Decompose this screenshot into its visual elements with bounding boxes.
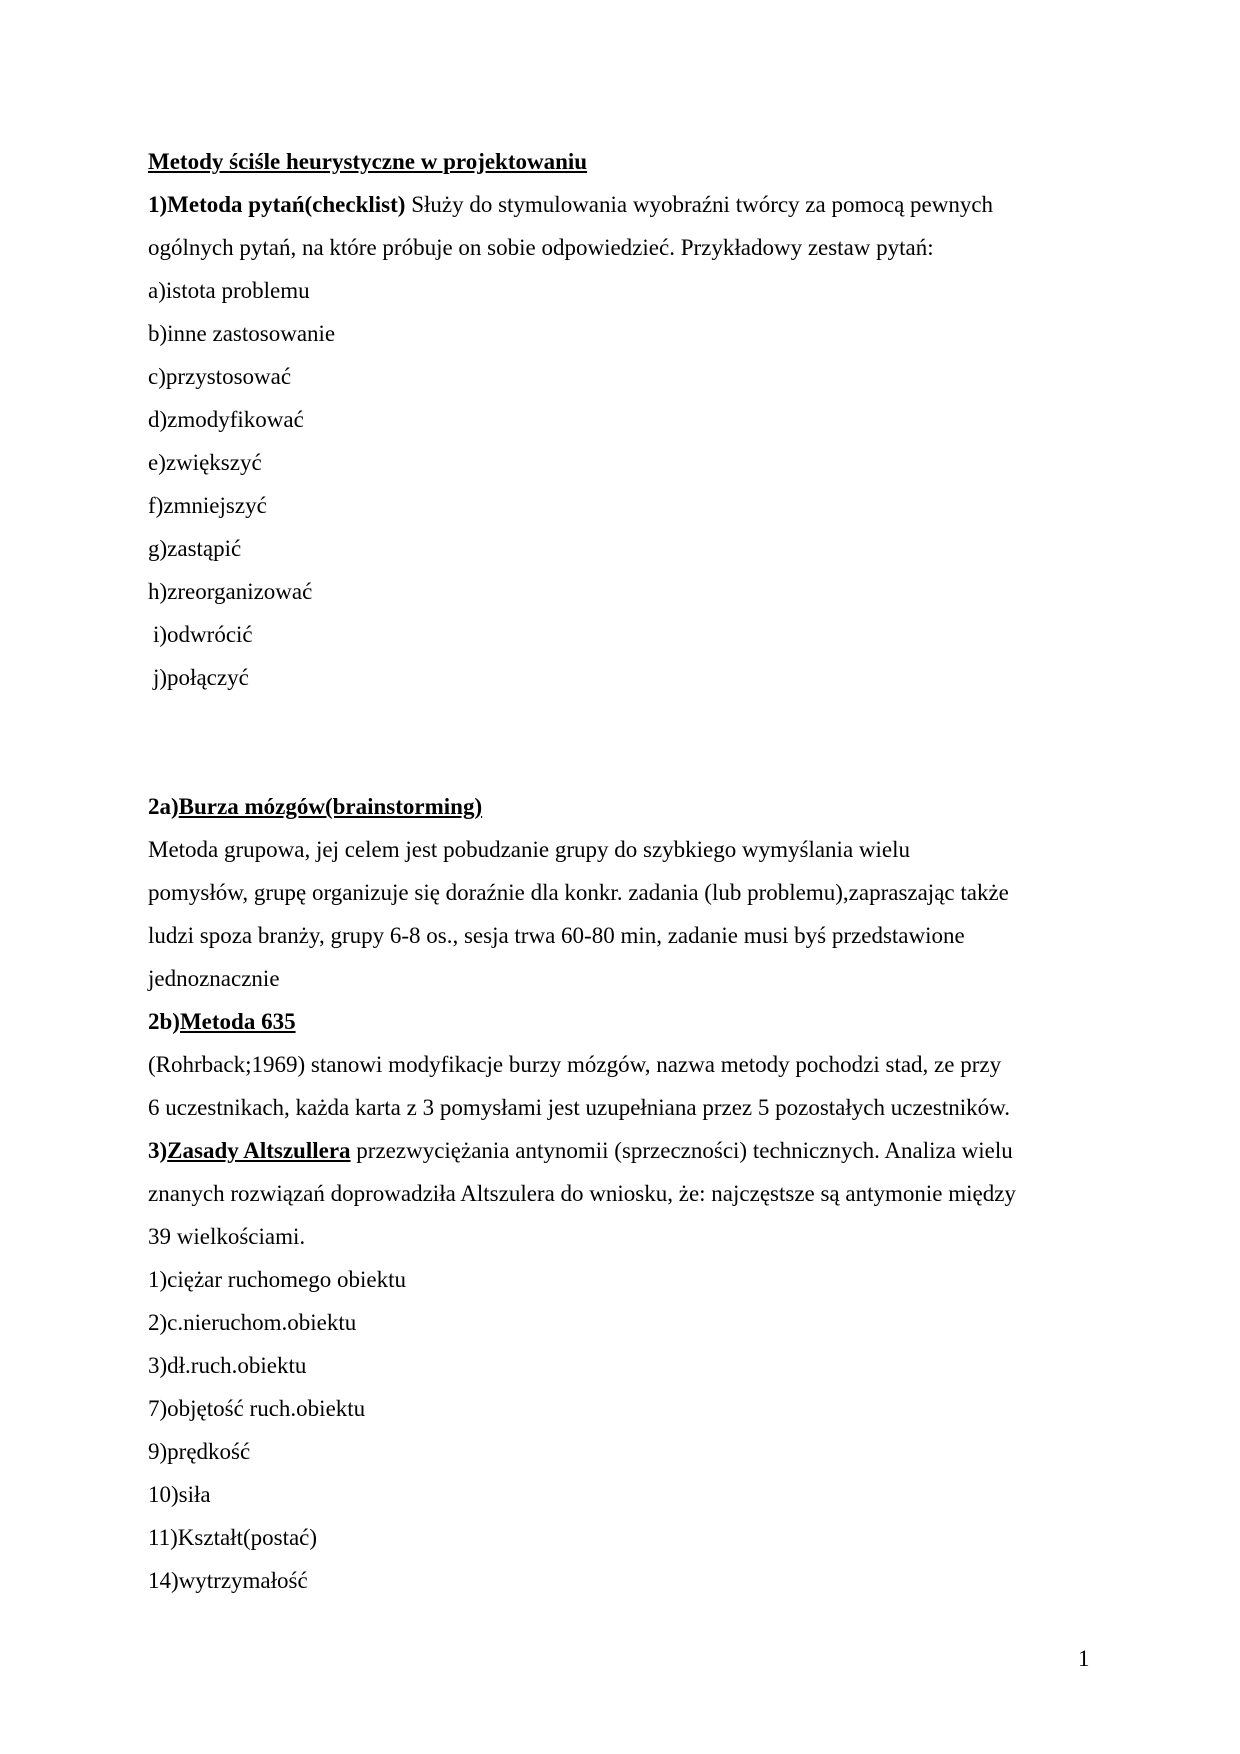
section3-text: przezwyciężania antynomii (sprzeczności) technicznych. Analiza wielu [350,1138,1013,1163]
list-item: h)zreorganizować [148,579,313,604]
document-page [148,140,1108,1602]
paragraph-line: jednoznacznie [148,966,280,991]
list-item: c)przystosować [148,364,292,389]
list-item: 11)Kształt(postać) [148,1525,318,1550]
list-item: 9)prędkość [148,1439,251,1464]
list-item: g)zastąpić [148,536,242,561]
section3-heading: Zasady Altszullera [167,1138,351,1163]
list-item: 2)c.nieruchom.obiektu [148,1310,357,1335]
paragraph-line: 6 uczestnikach, każda karta z 3 pomysłami jest uzupełniana przez 5 pozostałych uczestników. [148,1095,1010,1120]
document-title: Metody ściśle heurystyczne w projektowaniu [148,149,588,174]
list-item: e)zwiększyć [148,450,262,475]
section1-second-line: ogólnych pytań, na które próbuje on sobie odpowiedzieć. Przykładowy zestaw pytań: [148,235,934,260]
paragraph-line: ludzi spoza branży, grupy 6-8 os., sesja trwa 60-80 min, zadanie musi byś przedstawione [148,923,965,948]
list-item: 7)objętość ruch.obiektu [148,1396,366,1421]
list-item: f)zmniejszyć [148,493,267,518]
section2b-heading: Metoda 635 [179,1009,296,1034]
list-item: j)połączyć [153,665,249,690]
list-item: a)istota problemu [148,278,310,303]
list-item: b)inne zastosowanie [148,321,336,346]
list-item: d)zmodyfikować [148,407,304,432]
page-number: 1 [1078,1646,1090,1671]
section1-text: Służy do stymulowania wyobraźni twórcy za pomocą pewnych [405,192,994,217]
section1-heading: 1)Metoda pytań(checklist) [148,192,406,217]
list-item: 14)wytrzymałość [148,1568,308,1593]
section3-quantity-list [148,1258,1108,1602]
section3-number: 3) [148,1138,168,1163]
section2a-heading-line [148,785,1108,828]
list-item: i)odwrócić [153,622,253,647]
paragraph-line: (Rohrback;1969) stanowi modyfikacje burzy mózgów, nazwa metody pochodzi stad, ze przy [148,1052,1002,1077]
paragraph-line: pomysłów, grupę organizuje się doraźnie dla konkr. zadania (lub problemu),zapraszając także [148,880,1009,905]
section2b-number: 2b) [148,1009,180,1034]
list-item: 3)dł.ruch.obiektu [148,1353,307,1378]
list-item: 10)siła [148,1482,211,1507]
spacer [148,699,1108,785]
section2a-heading: Burza mózgów(brainstorming) [178,794,483,819]
paragraph-line: znanych rozwiązań doprowadziła Altszulera do wniosku, że: najczęstsze są antymonie między [148,1181,1016,1206]
paragraph-line: Metoda grupowa, jej celem jest pobudzanie grupy do szybkiego wymyślania wielu [148,837,910,862]
paragraph-line: 39 wielkościami. [148,1224,306,1249]
section2b-heading-line [148,1000,1108,1043]
section1-question-list [148,269,1108,699]
list-item: 1)ciężar ruchomego obiektu [148,1267,406,1292]
section2a-number: 2a) [148,794,179,819]
section3-heading-line [148,1129,1108,1172]
section1-first-line [148,183,1108,226]
